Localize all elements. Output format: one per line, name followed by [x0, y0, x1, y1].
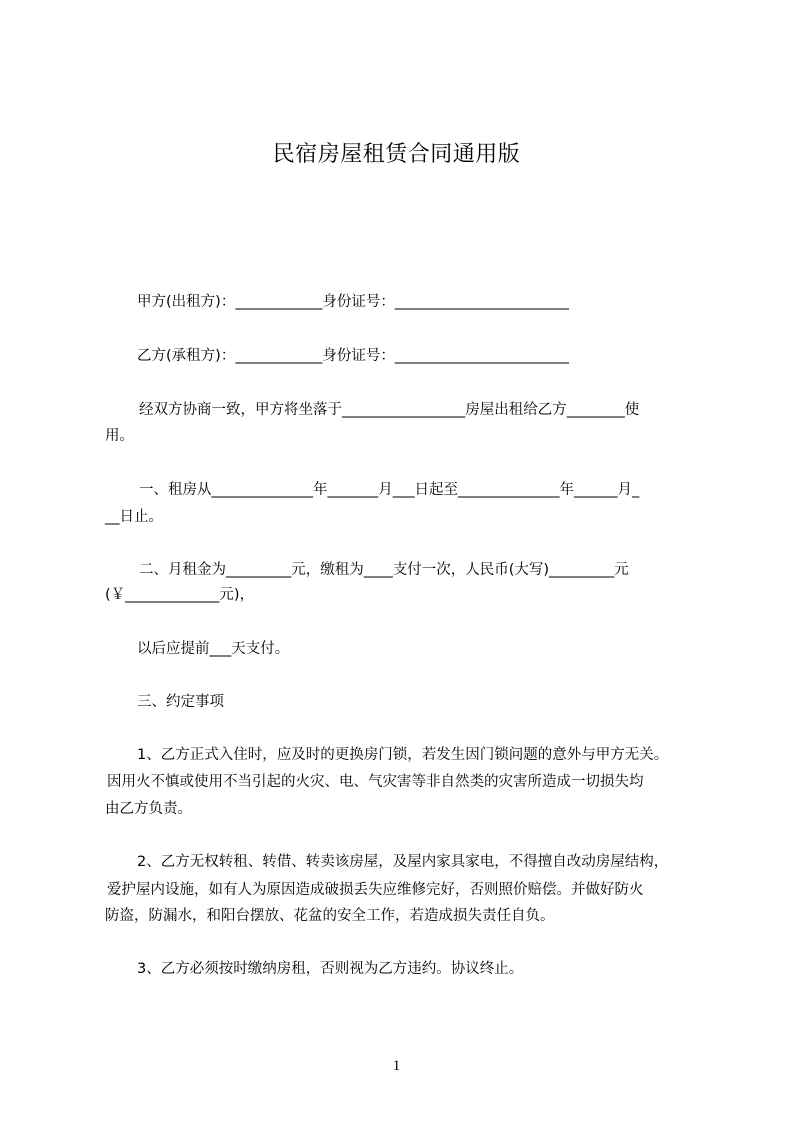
clause1-line-2: __日止。: [105, 509, 163, 525]
document-title: 民宿房屋租赁合同通用版: [272, 142, 521, 167]
item1-line-2: 因用火不慎或使用不当引起的火灾、电、气灾害等非自然类的灾害所造成一切损失均: [107, 774, 644, 790]
item2-line-1: 2、乙方无权转租、转借、转卖该房屋，及屋内家具家电，不得擅自改动房屋结构，: [137, 854, 669, 870]
item1-line-3: 由乙方负责。: [105, 801, 192, 817]
party-b-line: 乙方(承租方)：____________身份证号：________________________: [137, 348, 569, 364]
item1-line-1: 1、乙方正式入住时，应及时的更换房门锁，若发生因门锁问题的意外与甲方无关。: [137, 747, 669, 763]
item2-line-2: 爱护屋内设施，如有人为原因造成破损丢失应维修完好，否则照价赔偿。并做好防火: [107, 882, 644, 898]
clause2-line-3: 以后应提前___天支付。: [137, 641, 290, 657]
item2-line-3: 防盗，防漏水，和阳台摆放、花盆的安全工作，若造成损失责任自负。: [105, 908, 555, 924]
clause2-line-2: (￥_____________元)，: [105, 587, 255, 603]
clause1-line-1: 一、租房从______________年_______月___日起至______________年______月_: [139, 482, 640, 498]
item3-line-1: 3、乙方必须按时缴纳房租，否则视为乙方违约。协议终止。: [137, 961, 524, 977]
clause3-heading: 三、约定事项: [137, 694, 224, 710]
clause2-line-1: 二、月租金为_________元，缴租为____支付一次，人民币(大写)_________元: [139, 562, 629, 578]
party-a-line: 甲方(出租方)：____________身份证号：________________________: [137, 294, 569, 310]
intro-line-2: 用。: [105, 428, 134, 444]
page-number: 1: [392, 1058, 401, 1074]
intro-line-1: 经双方协商一致，甲方将坐落于_________________房屋出租给乙方________使: [139, 402, 640, 418]
